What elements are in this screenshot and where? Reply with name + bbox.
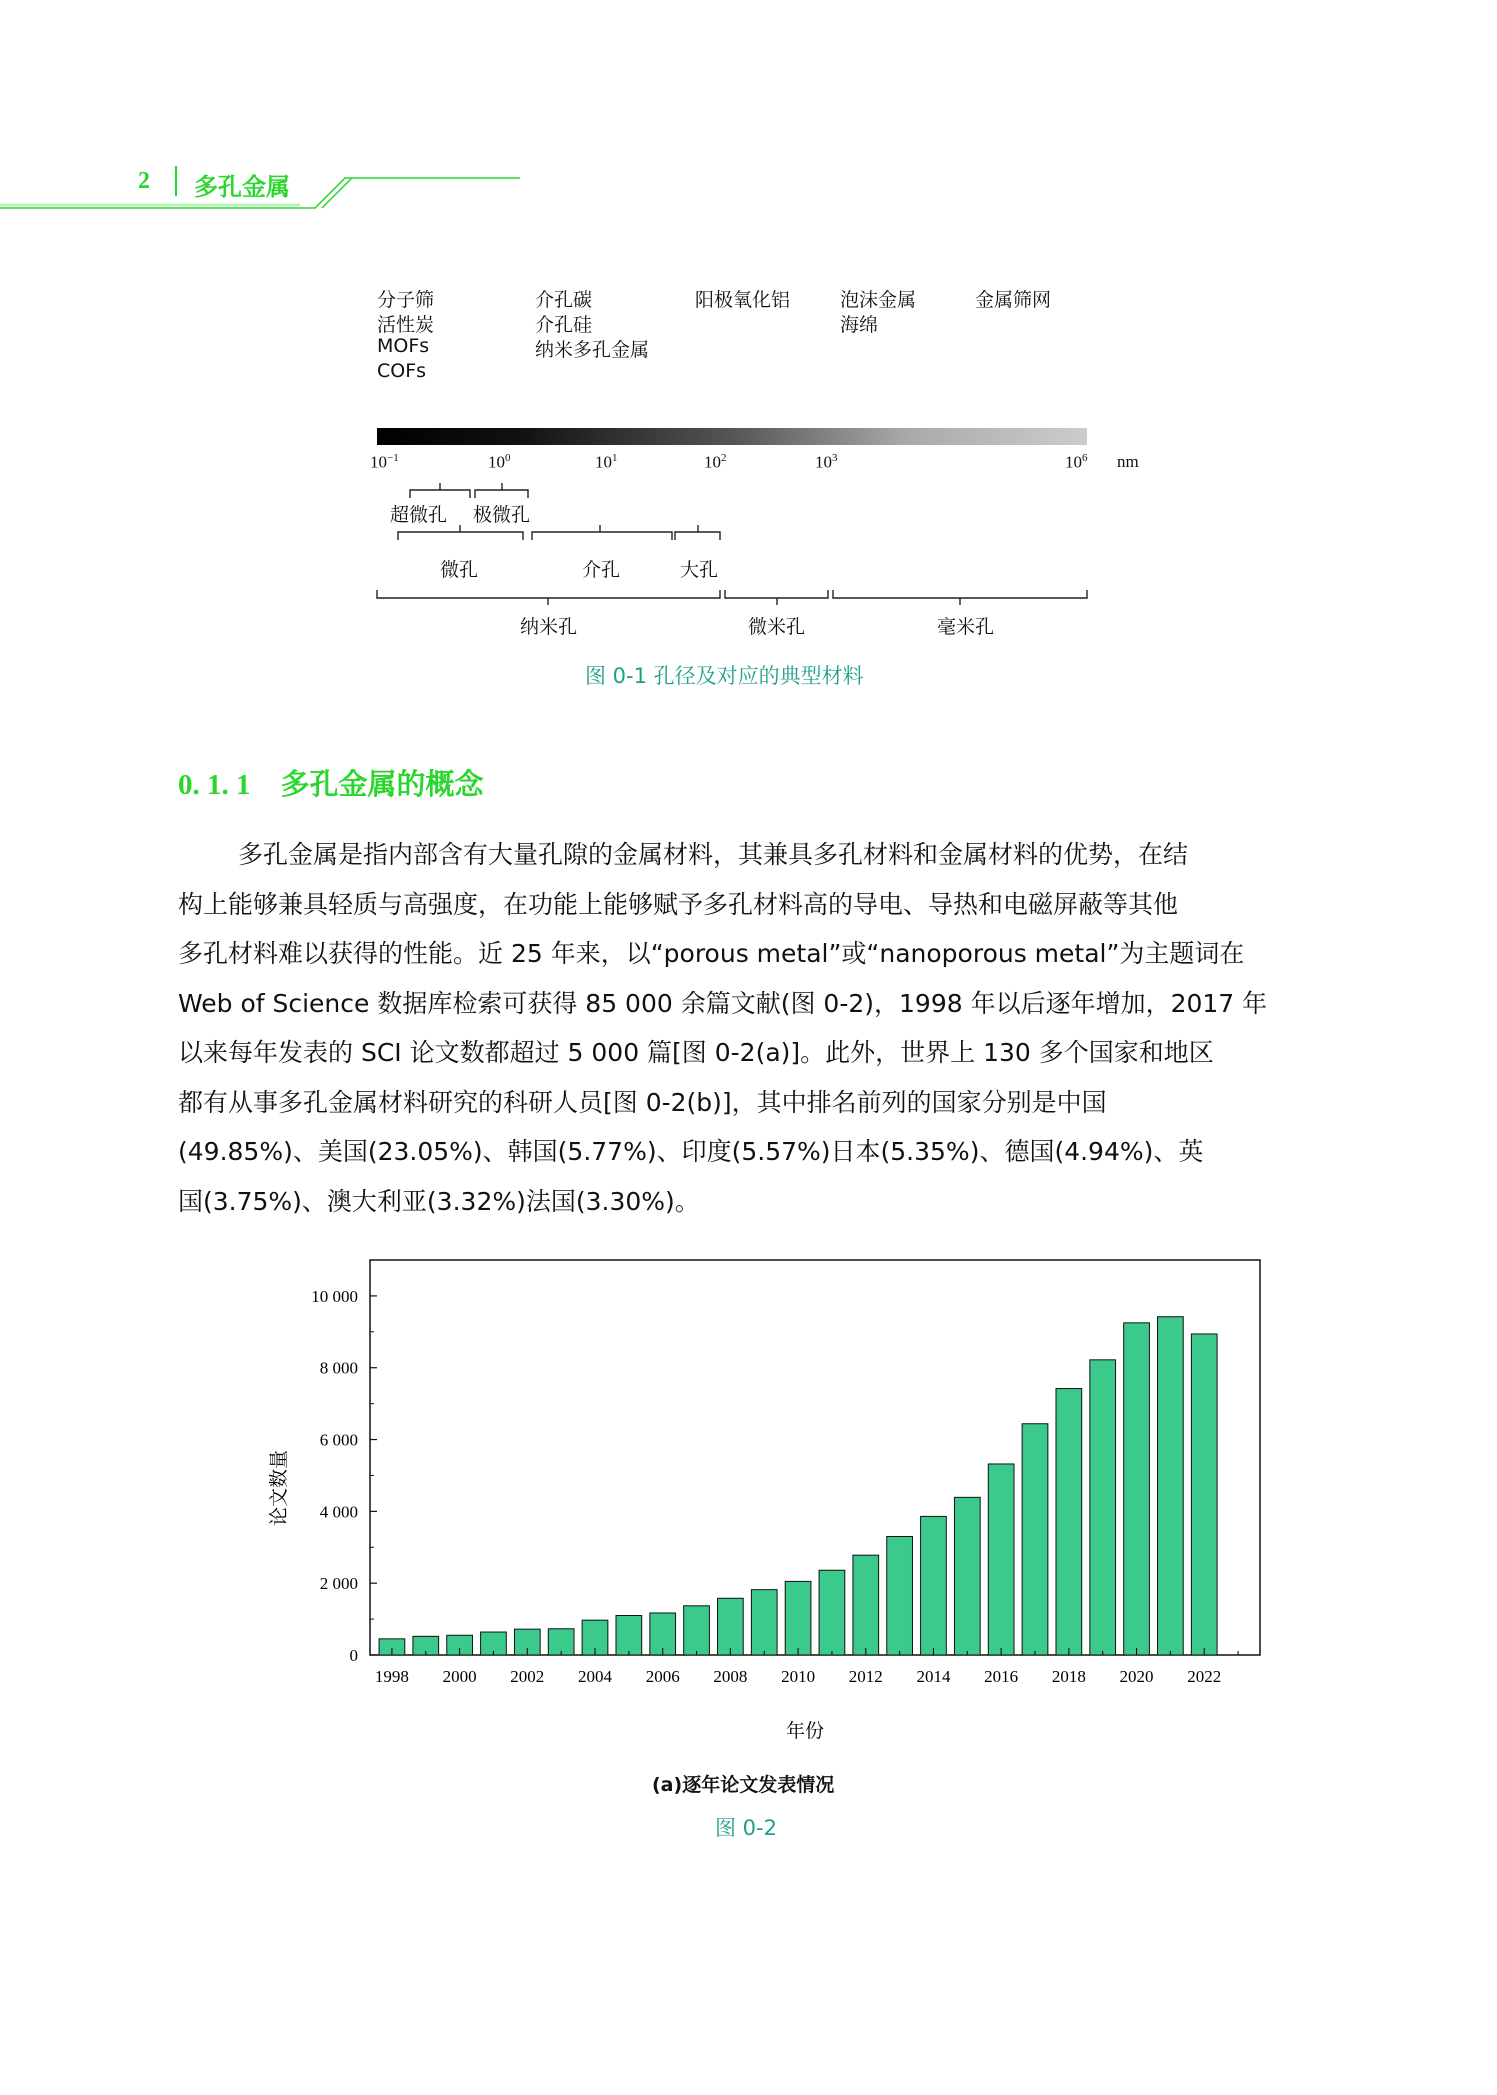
material-label: 纳米多孔金属 [535,339,650,361]
bar [684,1606,710,1655]
bar [819,1570,845,1655]
bar [1056,1389,1082,1655]
figure-caption: 图 0-2 [715,1816,777,1840]
paragraph-line: 都有从事多孔金属材料研究的科研人员[图 0-2(b)]，其中排名前列的国家分别是中国 [178,1087,1107,1117]
paragraph-line: 多孔金属是指内部含有大量孔隙的金属材料，其兼具多孔材料和金属材料的优势，在结 [238,840,1189,869]
subfigure-caption: (a)逐年论文发表情况 [652,1774,835,1796]
section-number: 0. 1. 1 [178,769,251,801]
x-tick-label: 2010 [781,1667,816,1686]
y-tick-label: 2 000 [319,1574,358,1594]
pore-class-label: 毫米孔 [937,616,995,638]
bar [887,1537,913,1656]
material-label: MOFs [377,335,430,357]
bar [1158,1317,1184,1655]
paragraph-line: 以来每年发表的 SCI 论文数都超过 5 000 篇[图 0-2(a)]。此外，世界上 130 多个国家和地区 [178,1038,1214,1067]
paragraph-line: (49.85%)、美国(23.05%)、韩国(5.77%)、印度(5.57%)日本(5.35%)、德国(4.94%)、英 [178,1137,1204,1166]
bar [616,1616,642,1656]
y-tick-label: 8 000 [319,1358,358,1378]
bracket-lines [370,275,1130,655]
paragraph-line: 国(3.75%)、澳大利亚(3.32%)法国(3.30%)。 [178,1186,700,1216]
x-tick-label: 2022 [1187,1667,1222,1686]
pore-class-label: 介孔 [582,559,621,581]
x-tick-label: 2012 [848,1667,883,1686]
material-label: 阳极氧化铝 [695,289,791,311]
figure-caption: 图 0-1 孔径及对应的典型材料 [585,664,864,688]
material-label: 分子筛 [377,289,435,311]
bar [853,1555,879,1655]
bar [988,1464,1014,1655]
bar [785,1581,811,1655]
bar [1090,1360,1116,1655]
x-tick-label: 2020 [1119,1667,1154,1686]
material-label: 活性炭 [377,314,435,336]
header-separator [175,166,177,196]
x-tick-label: 1998 [374,1667,409,1686]
x-tick-label: 2004 [578,1667,612,1686]
x-tick-label: 2006 [645,1667,680,1686]
pore-class-label: 超微孔 [390,504,448,526]
scale-tick: $10^1$ [595,452,618,472]
bar [1191,1334,1217,1655]
x-axis-label: 年份 [785,1721,825,1742]
material-label: COFs [377,360,427,382]
x-tick-label: 2014 [916,1667,951,1686]
y-tick-label: 6 000 [319,1430,358,1450]
section-heading [178,762,484,803]
x-tick-label: 2002 [510,1667,545,1686]
material-label: 金属筛网 [975,289,1052,311]
bar [1124,1323,1150,1655]
scale-tick: $10^6$ [1065,452,1088,472]
paragraph-line: 构上能够兼具轻质与高强度，在功能上能够赋予多孔材料高的导电、导热和电磁屏蔽等其他 [178,889,1179,919]
figure-pore-size [370,275,1139,655]
scale-tick: $10^0$ [488,452,511,472]
page-number: 2 [138,168,150,194]
bar [921,1516,947,1655]
x-tick-label: 2000 [442,1667,477,1686]
section-title: 多孔金属的概念 [280,767,484,801]
material-label: 介孔硅 [535,314,593,336]
y-axis-label: 论文数量 [269,1449,290,1527]
paragraph-line: 多孔材料难以获得的性能。近 25 年来，以“porous metal”或“nanoporous metal”为主题词在 [178,939,1245,968]
pore-class-label: 大孔 [680,559,719,581]
running-title: 多孔金属 [194,173,290,201]
y-tick-label: 4 000 [319,1502,358,1522]
scale-tick: $10^2$ [704,452,727,472]
bar [954,1497,980,1655]
paragraph-line: Web of Science 数据库检索可获得 85 000 余篇文献(图 0-2)，1998 年以后逐年增加，2017 年 [178,988,1268,1018]
unit-label: nm [1117,452,1139,471]
material-label: 泡沫金属 [840,289,917,311]
scale-tick: $10^3$ [815,452,838,472]
material-label: 海绵 [840,314,879,336]
x-tick-label: 2016 [984,1667,1019,1686]
bar [751,1590,777,1655]
bar [718,1598,744,1655]
x-tick-label: 2008 [713,1667,748,1686]
y-tick-label: 0 [349,1646,358,1665]
pore-class-label: 微孔 [440,559,479,581]
pore-class-label: 微米孔 [748,616,806,638]
bar [1022,1424,1048,1655]
x-tick-label: 2018 [1051,1667,1086,1686]
publications-bar-chart [265,1250,1265,1750]
pore-class-label: 纳米孔 [520,616,578,638]
y-tick-label: 10 000 [311,1286,358,1306]
material-label: 介孔碳 [535,289,593,311]
pore-class-label: 极微孔 [473,504,531,526]
body-paragraph [178,830,1338,1226]
scale-tick: $10^{-1}$ [370,452,399,472]
